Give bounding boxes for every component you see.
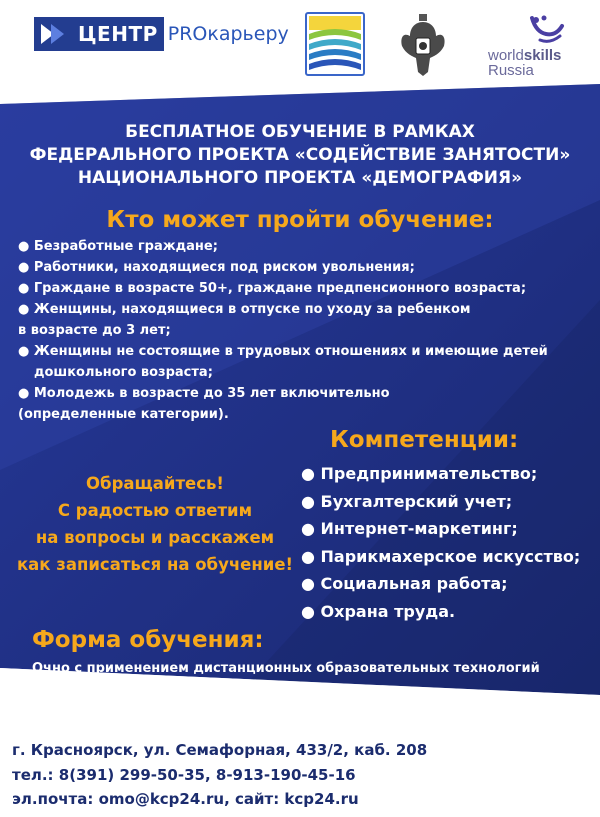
logo-centr-text: ЦЕНТР bbox=[74, 17, 164, 51]
list-item: ● Бухгалтерский учет; bbox=[301, 491, 513, 511]
main-heading bbox=[0, 121, 600, 190]
competencies-list bbox=[301, 460, 600, 625]
competencies-title: Компетенции: bbox=[330, 427, 519, 453]
contact-address: г. Красноярск, ул. Семафорная, 433/2, каб. 208 bbox=[12, 741, 428, 759]
list-item-continuation: дошкольного возраста; bbox=[34, 365, 213, 380]
logo-pro-text: PROкарьеру bbox=[167, 23, 289, 45]
list-item: ● Женщины, находящиеся в отпуске по уходу за ребенком bbox=[18, 302, 471, 317]
worldskills-word-2: skills bbox=[523, 47, 562, 64]
worldskills-swirl-icon bbox=[526, 14, 566, 46]
list-item: ● Предпринимательство; bbox=[301, 464, 538, 483]
heading-line-3: НАЦИОНАЛЬНОГО ПРОЕКТА «ДЕМОГРАФИЯ» bbox=[77, 168, 523, 188]
list-item: ● Социальная работа; bbox=[301, 574, 508, 593]
play-arrow-icon bbox=[34, 14, 74, 54]
who-can-study-title: Кто может пройти обучение: bbox=[106, 207, 494, 233]
list-item-continuation: (определенные категории). bbox=[18, 407, 229, 422]
worldskills-word-1: world bbox=[488, 47, 524, 64]
list-item: ● Женщины не состоящие в трудовых отношениях и имеющие детей bbox=[18, 344, 548, 359]
appeal-line-2: С радостью ответим bbox=[57, 501, 253, 520]
contact-phone: тел.: 8(391) 299-50-35, 8-913-190-45-16 bbox=[12, 765, 356, 784]
list-item: ● Интернет-маркетинг; bbox=[301, 519, 518, 538]
list-item: ● Молодежь в возрасте до 35 лет включительно bbox=[18, 386, 390, 401]
list-item-continuation: в возрасте до 3 лет; bbox=[18, 323, 171, 338]
appeal-text bbox=[10, 470, 300, 578]
contact-email[interactable]: эл.почта: omo@kcp24.ru, сайт: kcp24.ru bbox=[12, 790, 359, 808]
study-form-title: Форма обучения: bbox=[32, 627, 264, 653]
worldskills-word-3: Russia bbox=[488, 62, 534, 79]
heading-line-2: ФЕДЕРАЛЬНОГО ПРОЕКТА «СОДЕЙСТВИЕ ЗАНЯТОСТИ» bbox=[29, 145, 571, 165]
study-form-text: Очно с применением дистанционных образовательных технологий bbox=[32, 661, 540, 676]
centr-prokareru-logo bbox=[34, 14, 289, 54]
regional-emblem-icon bbox=[305, 12, 365, 76]
list-item: ● Парикмахерское искусство; bbox=[301, 546, 581, 566]
who-can-study-list bbox=[18, 236, 588, 425]
list-item: ● Граждане в возрасте 50+, граждане предпенсионного возраста; bbox=[18, 281, 527, 296]
list-item: ● Работники, находящиеся под риском увольнения; bbox=[18, 260, 415, 275]
worldskills-logo bbox=[488, 14, 578, 84]
logo-bar bbox=[0, 0, 600, 100]
appeal-line-3: на вопросы и расскажем bbox=[35, 528, 275, 547]
list-item: ● Безработные граждане; bbox=[18, 239, 218, 254]
coat-of-arms-icon bbox=[398, 12, 448, 78]
heading-line-1: БЕСПЛАТНОЕ ОБУЧЕНИЕ В РАМКАХ bbox=[125, 122, 475, 142]
contacts-block bbox=[12, 738, 427, 812]
appeal-line-4: как записаться на обучение! bbox=[16, 555, 294, 574]
worldskills-wordmark bbox=[488, 48, 561, 78]
appeal-line-1: Обращайтесь! bbox=[86, 474, 224, 493]
list-item: ● Охрана труда. bbox=[301, 601, 456, 621]
